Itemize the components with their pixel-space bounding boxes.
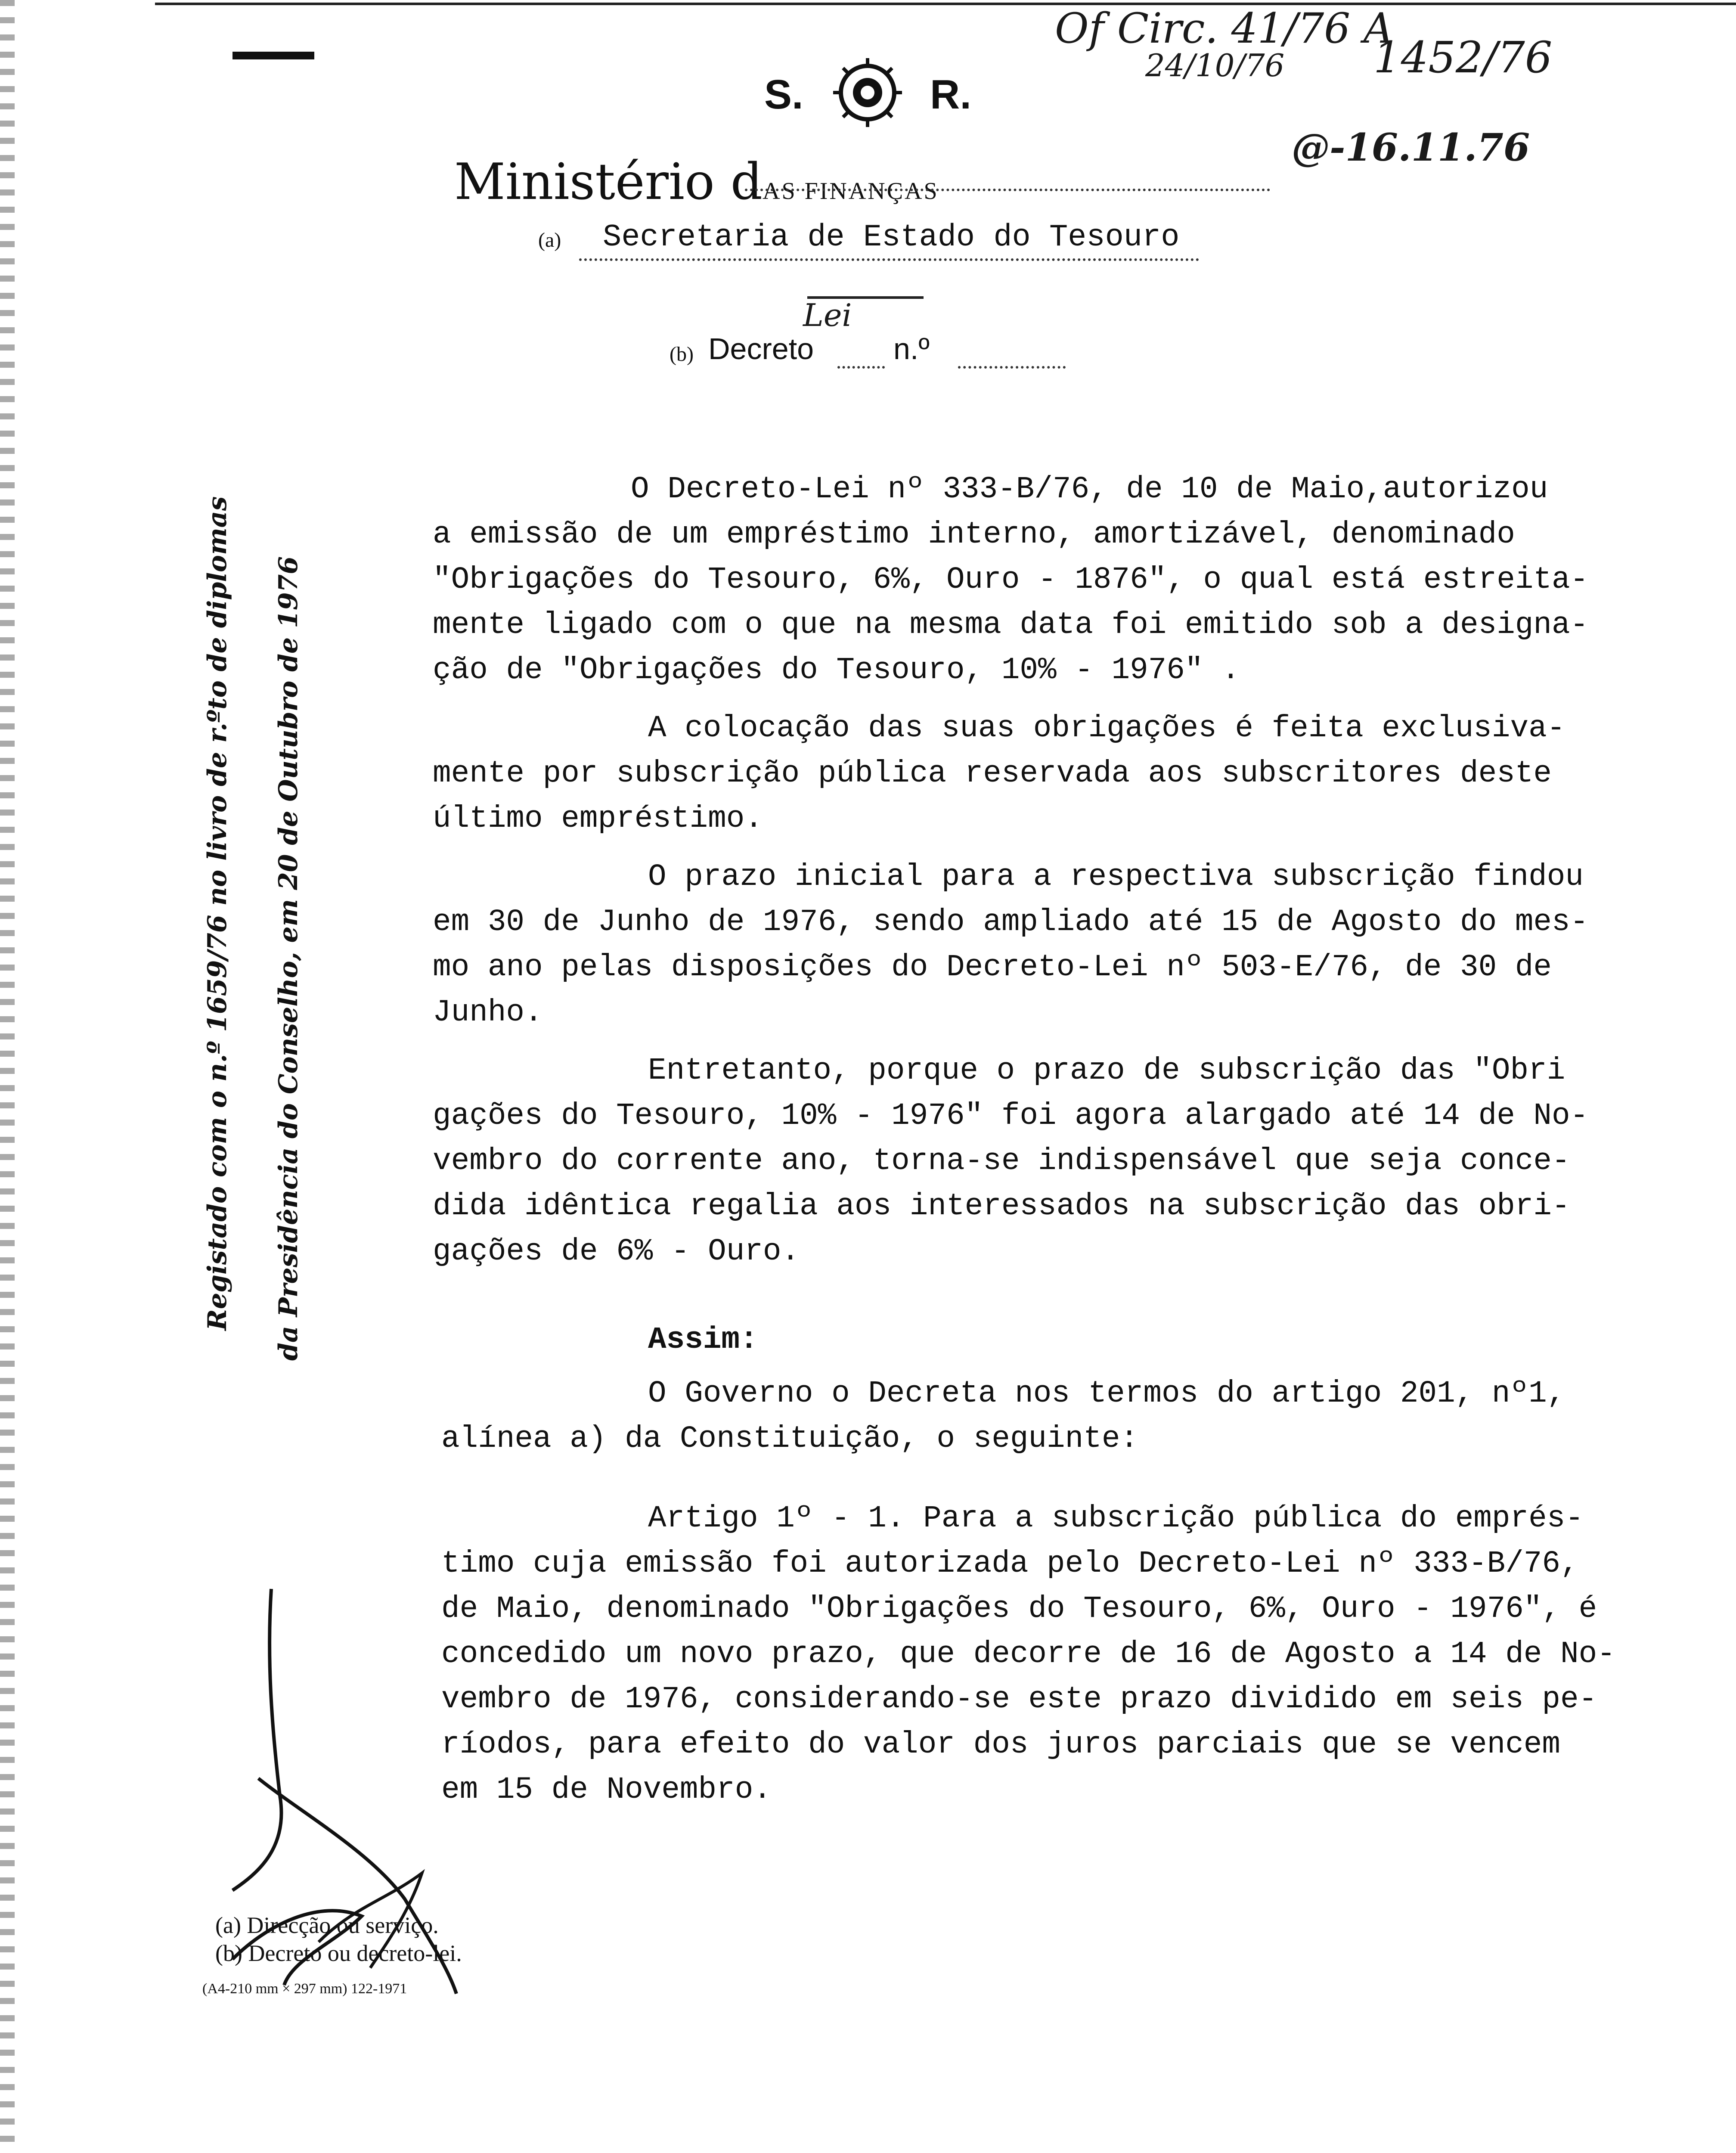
text-line: gações do Tesouro, 10% - 1976" foi agora alargado até 14 de No-: [433, 1099, 1589, 1133]
text-line: Entretanto, porque o prazo de subscrição das "Obri: [648, 1054, 1566, 1088]
paragraph-2: [433, 706, 1565, 842]
text-line: último empréstimo.: [433, 802, 763, 836]
decreto-label: Decreto: [708, 332, 814, 366]
decreto-dotted-line: [837, 366, 885, 369]
text-line: ção de "Obrigações do Tesouro, 10% - 1976" .: [433, 653, 1240, 688]
text-line: O prazo inicial para a respectiva subscrição findou: [648, 860, 1584, 894]
text-line: a emissão de um empréstimo interno, amortizável, denominado: [433, 518, 1515, 552]
text-line: Artigo 1º - 1. Para a subscrição pública do emprés-: [648, 1502, 1584, 1536]
text-line: em 15 de Novembro.: [441, 1773, 772, 1807]
ministry-prefix: Ministério d: [454, 153, 763, 211]
paragraph-4: [433, 1049, 1588, 1275]
paragraph-1: [433, 467, 1588, 693]
footnote-b: (b) Decreto ou decreto-lei.: [215, 1940, 462, 1966]
letter-r: R.: [930, 71, 971, 118]
binding-edge: [0, 0, 15, 2153]
text-line: alínea a) da Constituição, o seguinte:: [441, 1422, 1139, 1456]
handwritten-number: 1452/76: [1373, 32, 1553, 83]
text-line: "Obrigações do Tesouro, 6%, Ouro - 1876", o qual está estreita-: [433, 563, 1589, 597]
coat-of-arms-seal: [831, 56, 904, 129]
letter-s: S.: [764, 71, 803, 118]
assim-line: Assim:: [648, 1323, 758, 1357]
paragraph-3: [433, 855, 1588, 1036]
secretariat-name: Secretaria de Estado do Tesouro: [603, 220, 1180, 255]
side-register-line-2: da Presidência do Conselho, em 20 de Outubro de 1976: [273, 556, 304, 1361]
text-line: vembro de 1976, considerando-se este prazo dividido em seis pe-: [441, 1682, 1597, 1717]
handwritten-date: 24/10/76: [1145, 47, 1285, 84]
side-register-line-1: Registado com o n.º 1659/76 no livro de r.ºto de diplomas: [202, 496, 232, 1331]
footnote-a: (a) Direcção ou serviço.: [215, 1912, 439, 1938]
text-line: ríodos, para efeito do valor dos juros parciais que se vencem: [441, 1728, 1561, 1762]
text-line: concedido um novo prazo, que decorre de 16 de Agosto a 14 de No-: [441, 1637, 1615, 1672]
text-line: gações de 6% - Ouro.: [433, 1235, 800, 1269]
text-line: mente por subscrição pública reservada aos subscritores deste: [433, 757, 1552, 791]
article-1: [441, 1496, 1615, 1813]
paragraph-6: [441, 1371, 1565, 1462]
text-line: de Maio, denominado "Obrigações do Tesouro, 6%, Ouro - 1976", é: [441, 1592, 1597, 1626]
secretariat-dotted-line: [579, 258, 1199, 261]
text-line: O Governo o Decreta nos termos do artigo 201, nº1,: [648, 1377, 1566, 1411]
handwritten-stamp-date: @-16.11.76: [1292, 125, 1530, 170]
ministry-line: [454, 153, 939, 211]
numero-dotted-line: [958, 366, 1066, 369]
text-line: mo ano pelas disposições do Decreto-Lei nº 503-E/76, de 30 de: [433, 950, 1552, 985]
note-b-marker: (b): [670, 343, 694, 366]
text-line: vembro do corrente ano, torna-se indispensável que seja conce-: [433, 1144, 1570, 1179]
text-line: O Decreto-Lei nº 333-B/76, de 10 de Maio,autorizou: [631, 472, 1548, 507]
scan-mark: [232, 52, 314, 59]
text-line: dida idêntica regalia aos interessados na subscrição das obri-: [433, 1189, 1570, 1224]
ministry-name: AS FINANÇAS: [763, 178, 939, 205]
text-line: A colocação das suas obrigações é feita exclusiva-: [648, 711, 1566, 746]
ministry-dotted-line: [745, 189, 1270, 191]
numero-label: n.º: [893, 332, 930, 366]
decreto-type-handwritten: Lei: [803, 297, 852, 333]
handwritten-circular: Of Circ. 41/76 A: [1055, 4, 1394, 53]
text-line: mente ligado com o que na mesma data foi emitido sob a designa-: [433, 608, 1589, 642]
form-reference: (A4-210 mm × 297 mm) 122-1971: [202, 1981, 407, 1997]
top-border-rule: [155, 3, 1736, 5]
text-line: em 30 de Junho de 1976, sendo ampliado até 15 de Agosto do mes-: [433, 905, 1589, 940]
note-a-marker: (a): [538, 229, 561, 251]
text-line: Junho.: [433, 996, 543, 1030]
text-line: timo cuja emissão foi autorizada pelo Decreto-Lei nº 333-B/76,: [441, 1547, 1579, 1581]
